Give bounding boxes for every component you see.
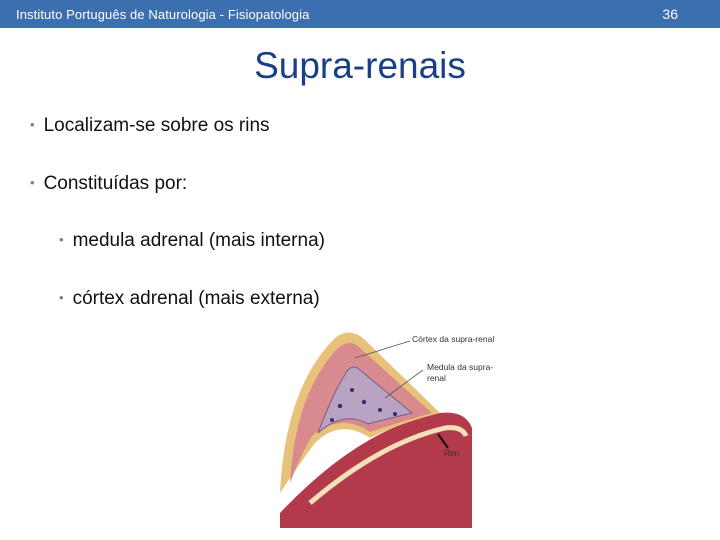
bullet-icon: • <box>30 175 35 190</box>
adrenal-gland-illustration <box>240 318 540 528</box>
bullet-text: Localizam-se sobre os rins <box>43 115 270 136</box>
sub-bullet-item <box>59 288 320 310</box>
sub-bullet-text: córtex adrenal (mais externa) <box>72 288 320 309</box>
cortex-label: Córtex da supra-renal <box>412 334 495 344</box>
rim-label: Rim <box>444 448 460 458</box>
medula-label-line2: renal <box>427 373 446 383</box>
bullet-icon: • <box>30 117 35 132</box>
bullet-item <box>30 115 270 137</box>
sub-bullet-item <box>59 230 325 252</box>
bullet-text: Constituídas por: <box>43 173 188 194</box>
sub-bullet-text: medula adrenal (mais interna) <box>72 230 325 251</box>
bullet-item <box>30 173 187 195</box>
bullet-icon: • <box>59 232 64 247</box>
bullet-icon: • <box>59 290 64 305</box>
slide-title: Supra-renais <box>254 45 466 86</box>
header-bar <box>0 0 720 28</box>
slide-number: 36 <box>662 6 678 22</box>
medula-label-line1: Medula da supra- <box>427 362 494 372</box>
header-title: Instituto Português de Naturologia - Fisiopatologia <box>16 7 310 22</box>
